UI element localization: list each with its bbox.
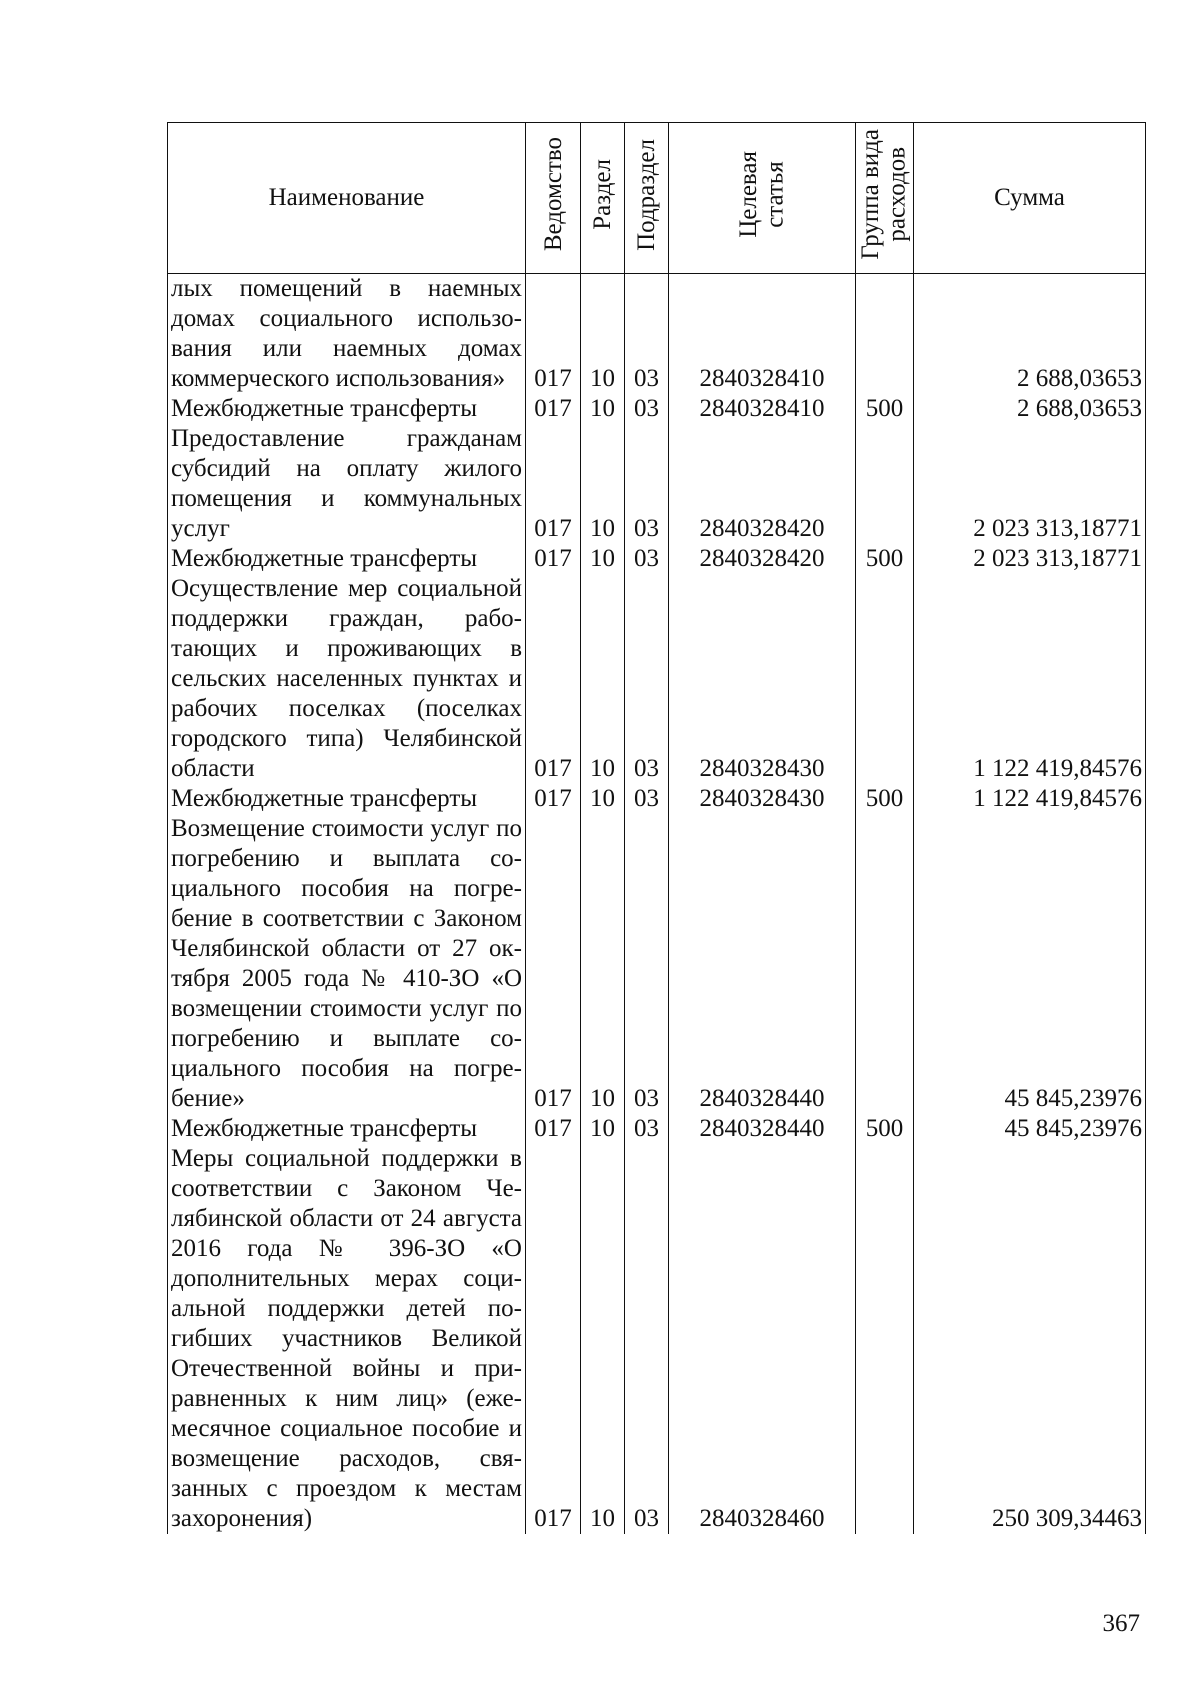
row-celevaya: 2840328430 <box>669 574 856 784</box>
row-razdel: 10 <box>581 574 625 784</box>
header-podrazdel: Подраздел <box>625 123 669 274</box>
row-vedomstvo: 017 <box>526 544 581 574</box>
row-gruppa <box>856 814 914 1114</box>
row-vedomstvo: 017 <box>526 784 581 814</box>
page-number: 367 <box>1102 1610 1140 1637</box>
row-summa: 2 023 313,18771 <box>914 424 1146 544</box>
row-summa: 45 845,23976 <box>914 814 1146 1114</box>
row-name: Предоставление гражданам субсидий на оплату жилого помещения и коммунальных услуг <box>168 424 526 544</box>
row-razdel: 10 <box>581 394 625 424</box>
row-gruppa: 500 <box>856 394 914 424</box>
row-name: Межбюджетные трансферты <box>168 1114 526 1144</box>
row-razdel: 10 <box>581 784 625 814</box>
row-podrazdel: 03 <box>625 274 669 395</box>
table-row <box>168 1114 1146 1144</box>
row-razdel: 10 <box>581 1144 625 1534</box>
row-summa: 2 688,03653 <box>914 394 1146 424</box>
row-name: Осуществление мер социальной поддержки граждан, работающих и проживающих в сельских населенных пунктах и рабочих поселках (поселках городского типа) Челябинской области <box>168 574 526 784</box>
row-razdel: 10 <box>581 274 625 395</box>
row-name: лых помещений в наемных домах социального использования или наемных домах коммерческого использования» <box>168 274 526 395</box>
table-row <box>168 274 1146 395</box>
row-gruppa <box>856 1144 914 1534</box>
table-header <box>168 123 1146 274</box>
row-gruppa: 500 <box>856 544 914 574</box>
table-row <box>168 544 1146 574</box>
row-vedomstvo: 017 <box>526 274 581 395</box>
table-row <box>168 574 1146 784</box>
header-vedomstvo: Ведомство <box>526 123 581 274</box>
row-summa: 250 309,34463 <box>914 1144 1146 1534</box>
row-celevaya: 2840328420 <box>669 544 856 574</box>
row-celevaya: 2840328410 <box>669 274 856 395</box>
row-summa: 2 688,03653 <box>914 274 1146 395</box>
row-gruppa <box>856 274 914 395</box>
budget-table <box>167 122 1146 1534</box>
table-row <box>168 1144 1146 1534</box>
row-celevaya: 2840328430 <box>669 784 856 814</box>
row-vedomstvo: 017 <box>526 814 581 1114</box>
row-summa: 45 845,23976 <box>914 1114 1146 1144</box>
row-gruppa: 500 <box>856 784 914 814</box>
row-celevaya: 2840328460 <box>669 1144 856 1534</box>
row-podrazdel: 03 <box>625 814 669 1114</box>
row-podrazdel: 03 <box>625 1144 669 1534</box>
row-podrazdel: 03 <box>625 784 669 814</box>
header-razdel: Раздел <box>581 123 625 274</box>
row-vedomstvo: 017 <box>526 1144 581 1534</box>
row-summa: 1 122 419,84576 <box>914 784 1146 814</box>
row-vedomstvo: 017 <box>526 394 581 424</box>
row-podrazdel: 03 <box>625 544 669 574</box>
row-celevaya: 2840328440 <box>669 1114 856 1144</box>
row-gruppa <box>856 424 914 544</box>
row-gruppa: 500 <box>856 1114 914 1144</box>
row-name: Меры социальной поддержки в соответствии с Законом Челябинской области от 24 августа 2016 года № 396-ЗО «О дополнительных мерах социальной поддержки детей погибших участников Великой Отечественной войны и приравненных к ним лиц» (ежемесячное социальное пособие и возмещение расходов, связанных с проездом к местам захоронения) <box>168 1144 526 1534</box>
row-razdel: 10 <box>581 814 625 1114</box>
row-name: Межбюджетные трансферты <box>168 544 526 574</box>
table-row <box>168 814 1146 1114</box>
table-row <box>168 424 1146 544</box>
row-summa: 1 122 419,84576 <box>914 574 1146 784</box>
table-row <box>168 394 1146 424</box>
header-name: Наименование <box>168 123 526 274</box>
header-celevaya: Целевая статья <box>669 123 856 274</box>
row-vedomstvo: 017 <box>526 424 581 544</box>
row-razdel: 10 <box>581 424 625 544</box>
row-vedomstvo: 017 <box>526 574 581 784</box>
row-razdel: 10 <box>581 1114 625 1144</box>
row-podrazdel: 03 <box>625 394 669 424</box>
row-podrazdel: 03 <box>625 1114 669 1144</box>
row-name: Межбюджетные трансферты <box>168 394 526 424</box>
row-podrazdel: 03 <box>625 424 669 544</box>
row-celevaya: 2840328440 <box>669 814 856 1114</box>
row-summa: 2 023 313,18771 <box>914 544 1146 574</box>
table-body <box>168 274 1146 1535</box>
row-celevaya: 2840328410 <box>669 394 856 424</box>
table-row <box>168 784 1146 814</box>
header-gruppa: Группа вида расходов <box>856 123 914 274</box>
row-name: Возмещение стоимости услуг по погребению и выплата социального пособия на погребение в соответствии с Законом Челябинской области от 27 октября 2005 года № 410-ЗО «О возмещении стоимости услуг по погребению и выплате социального пособия на погребение» <box>168 814 526 1114</box>
row-razdel: 10 <box>581 544 625 574</box>
header-summa: Сумма <box>914 123 1146 274</box>
row-podrazdel: 03 <box>625 574 669 784</box>
row-celevaya: 2840328420 <box>669 424 856 544</box>
row-name: Межбюджетные трансферты <box>168 784 526 814</box>
row-gruppa <box>856 574 914 784</box>
row-vedomstvo: 017 <box>526 1114 581 1144</box>
